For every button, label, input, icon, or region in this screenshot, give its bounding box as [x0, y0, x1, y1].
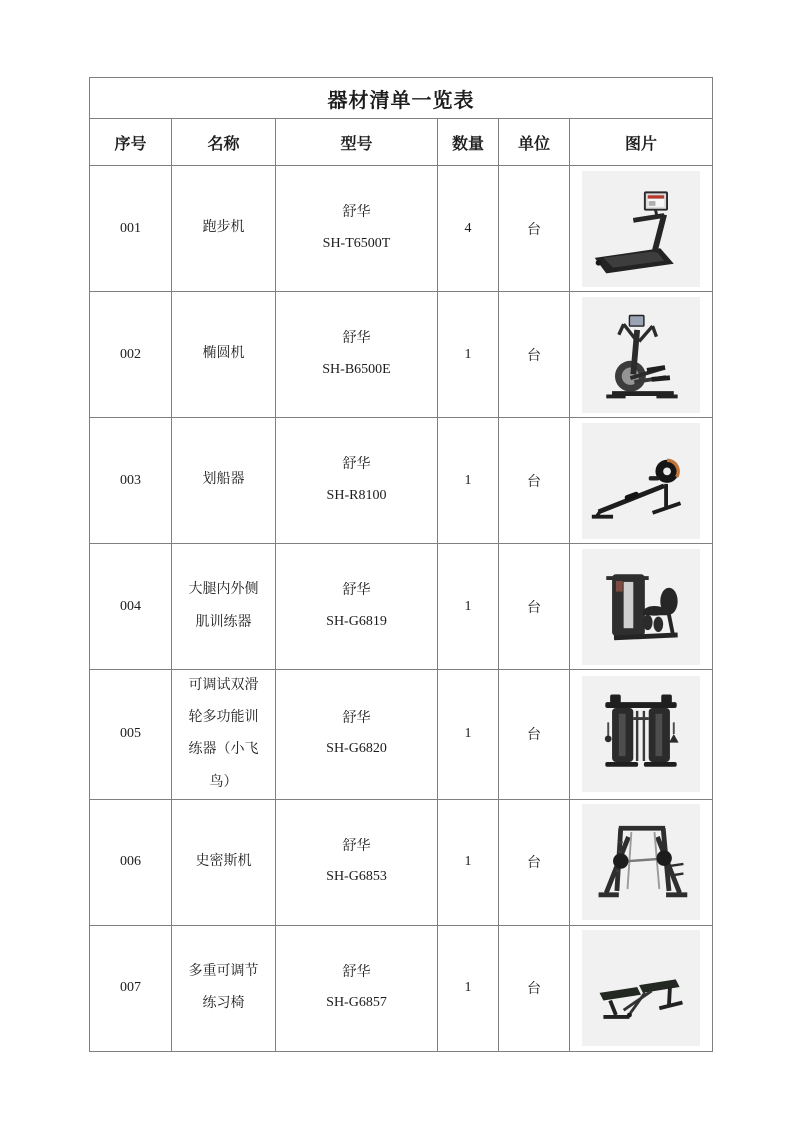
cell-quantity: 1: [438, 670, 499, 800]
cell-name: 跑步机: [172, 166, 276, 292]
column-header-model: 型号: [276, 119, 438, 166]
cell-quantity: 1: [438, 799, 499, 925]
cell-image: [570, 670, 713, 800]
cell-model: [276, 292, 438, 418]
cell-unit: 台: [499, 670, 570, 800]
model-number: SH-G6819: [326, 613, 387, 629]
cell-name: 划船器: [172, 418, 276, 544]
thigh-trainer-image: [582, 549, 700, 665]
table-body: [90, 166, 713, 1052]
column-header-index: 序号: [90, 119, 172, 166]
cell-model: [276, 166, 438, 292]
cell-image: [570, 166, 713, 292]
model-number: SH-T6500T: [322, 235, 391, 251]
cell-name: 多重可调节练习椅: [172, 925, 276, 1051]
cell-quantity: 1: [438, 544, 499, 670]
cell-unit: 台: [499, 292, 570, 418]
cell-index: 005: [90, 670, 172, 800]
elliptical-image: [582, 297, 700, 413]
model-brand: 舒华: [342, 839, 371, 855]
cell-index: 001: [90, 166, 172, 292]
column-header-image: 图片: [570, 119, 713, 166]
model-brand: 舒华: [342, 331, 371, 347]
cell-image: [570, 925, 713, 1051]
cell-quantity: 1: [438, 418, 499, 544]
model-brand: 舒华: [342, 457, 371, 473]
table-row: [90, 292, 713, 418]
rower-image: [582, 423, 700, 539]
cell-image: [570, 799, 713, 925]
column-header-unit: 单位: [499, 119, 570, 166]
table-title-row: [90, 78, 713, 119]
cell-image: [570, 418, 713, 544]
cell-unit: 台: [499, 925, 570, 1051]
table-header-row: [90, 119, 713, 166]
cell-image: [570, 292, 713, 418]
cell-image: [570, 544, 713, 670]
table-row: [90, 544, 713, 670]
model-brand: 舒华: [342, 205, 371, 221]
smith-machine-image: [582, 804, 700, 920]
cell-model: [276, 544, 438, 670]
cell-index: 006: [90, 799, 172, 925]
equipment-list-table: [89, 77, 713, 1052]
model-brand: 舒华: [342, 711, 371, 727]
model-brand: 舒华: [342, 965, 371, 981]
cell-name: 大腿内外侧肌训练器: [172, 544, 276, 670]
cell-model: [276, 670, 438, 800]
cell-quantity: 4: [438, 166, 499, 292]
cell-name: 史密斯机: [172, 799, 276, 925]
table-row: [90, 925, 713, 1051]
cell-name: 椭圆机: [172, 292, 276, 418]
functional-trainer-image: [582, 676, 700, 792]
cell-quantity: 1: [438, 292, 499, 418]
cell-quantity: 1: [438, 925, 499, 1051]
treadmill-image: [582, 171, 700, 287]
model-number: SH-G6853: [326, 869, 387, 885]
cell-unit: 台: [499, 544, 570, 670]
cell-index: 004: [90, 544, 172, 670]
table-row: [90, 670, 713, 800]
cell-model: [276, 925, 438, 1051]
cell-model: [276, 799, 438, 925]
column-header-qty: 数量: [438, 119, 499, 166]
column-header-name: 名称: [172, 119, 276, 166]
cell-index: 007: [90, 925, 172, 1051]
cell-index: 002: [90, 292, 172, 418]
cell-unit: 台: [499, 799, 570, 925]
table-row: [90, 166, 713, 292]
table-row: [90, 799, 713, 925]
model-number: SH-G6820: [326, 741, 387, 757]
model-number: SH-G6857: [326, 995, 387, 1011]
cell-model: [276, 418, 438, 544]
model-brand: 舒华: [342, 583, 371, 599]
cell-unit: 台: [499, 166, 570, 292]
cell-unit: 台: [499, 418, 570, 544]
cell-index: 003: [90, 418, 172, 544]
model-number: SH-B6500E: [322, 361, 391, 377]
adjustable-bench-image: [582, 930, 700, 1046]
table-title: 器材清单一览表: [90, 78, 713, 119]
table-row: [90, 418, 713, 544]
model-number: SH-R8100: [326, 487, 387, 503]
cell-name: 可调试双滑轮多功能训练器（小飞鸟）: [172, 670, 276, 800]
